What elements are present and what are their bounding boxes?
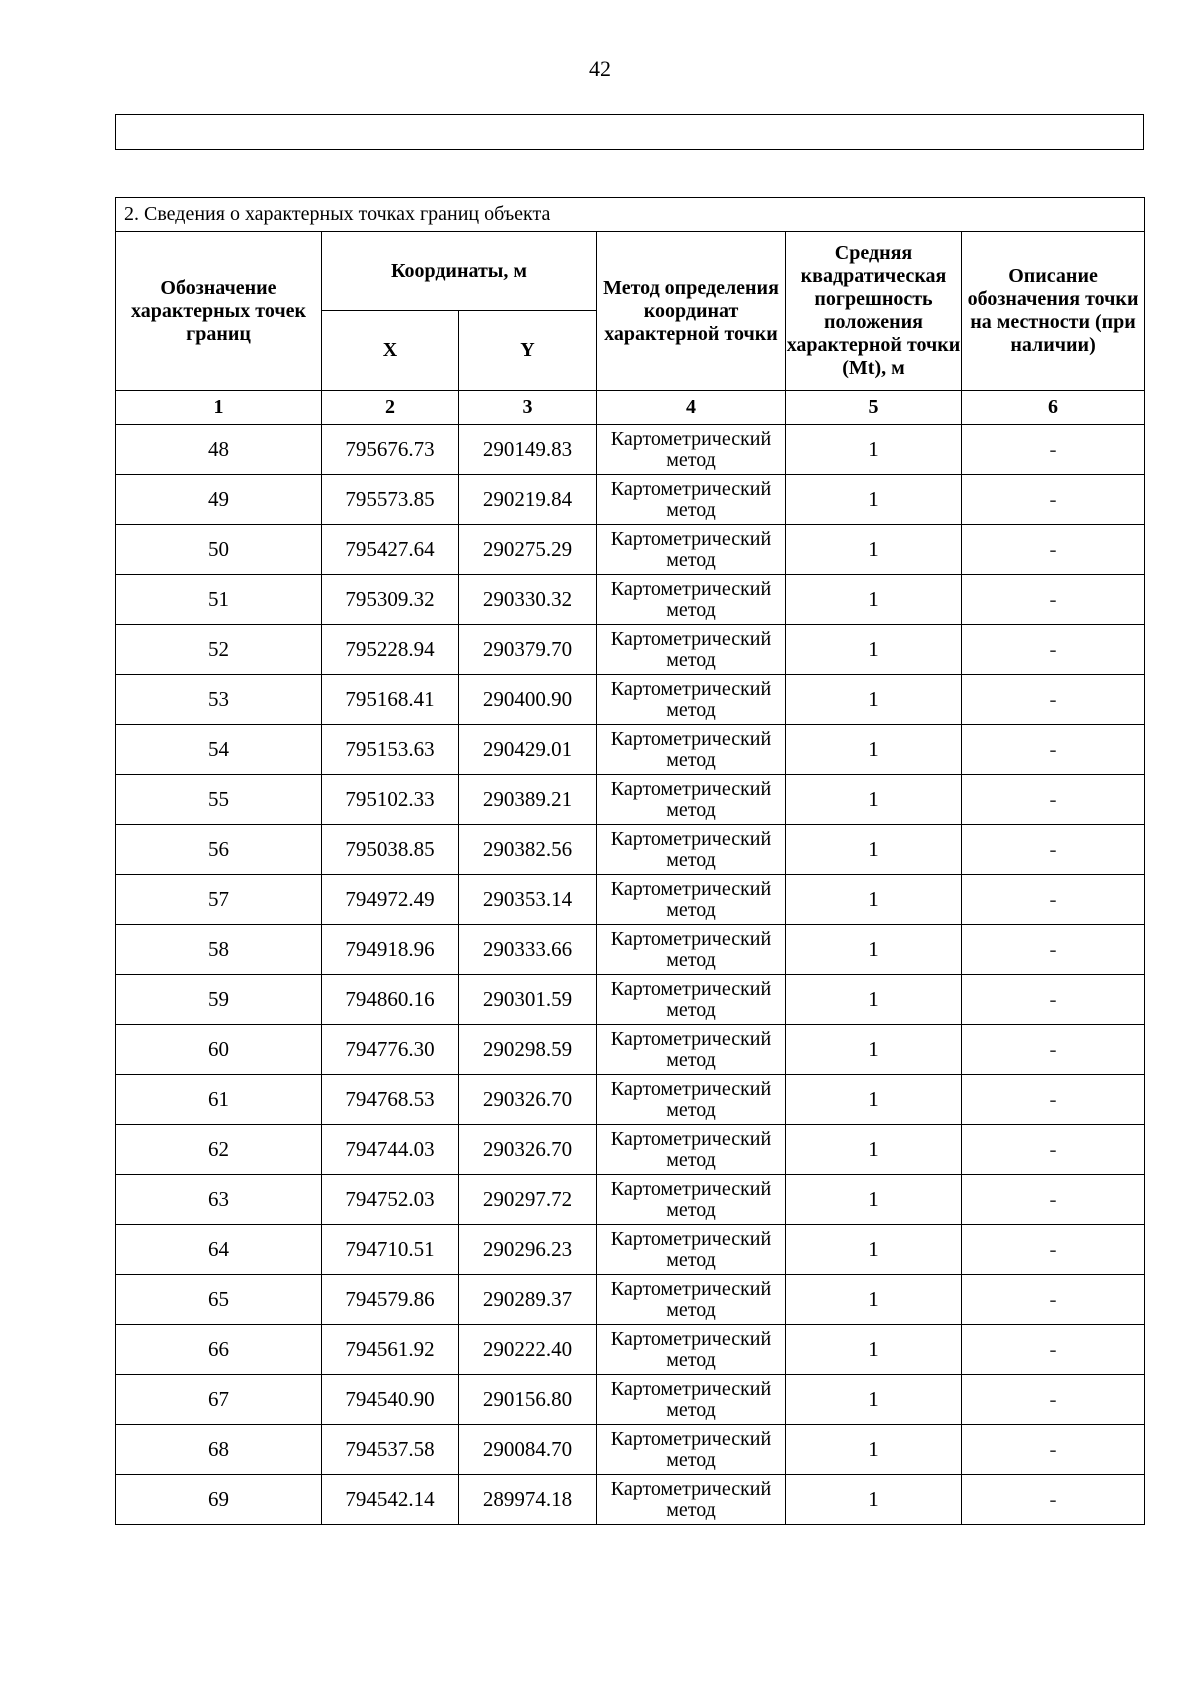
cell-point-description: - bbox=[962, 1075, 1145, 1125]
cell-method: Картометрический метод bbox=[597, 1425, 786, 1475]
cell-method: Картометрический метод bbox=[597, 525, 786, 575]
cell-coord-x: 794710.51 bbox=[322, 1225, 459, 1275]
cell-coord-y: 290301.59 bbox=[459, 975, 597, 1025]
cell-coord-y: 289974.18 bbox=[459, 1475, 597, 1525]
cell-point-label: 53 bbox=[116, 675, 322, 725]
cell-coord-y: 290330.32 bbox=[459, 575, 597, 625]
cell-point-label: 67 bbox=[116, 1375, 322, 1425]
cell-mt-error: 1 bbox=[786, 425, 962, 475]
header-point: Обозначение характерных точек границ bbox=[116, 232, 322, 391]
cell-method: Картометрический метод bbox=[597, 575, 786, 625]
cell-mt-error: 1 bbox=[786, 1075, 962, 1125]
cell-mt-error: 1 bbox=[786, 675, 962, 725]
cell-point-description: - bbox=[962, 675, 1145, 725]
cell-coord-x: 794540.90 bbox=[322, 1375, 459, 1425]
cell-point-description: - bbox=[962, 725, 1145, 775]
cell-coord-y: 290429.01 bbox=[459, 725, 597, 775]
table-row bbox=[116, 625, 1145, 675]
cell-point-description: - bbox=[962, 475, 1145, 525]
cell-method: Картометрический метод bbox=[597, 1325, 786, 1375]
cell-point-label: 51 bbox=[116, 575, 322, 625]
cell-point-description: - bbox=[962, 1375, 1145, 1425]
cell-point-description: - bbox=[962, 975, 1145, 1025]
cell-point-label: 68 bbox=[116, 1425, 322, 1475]
table-row bbox=[116, 575, 1145, 625]
cell-coord-y: 290275.29 bbox=[459, 525, 597, 575]
header-x: X bbox=[322, 311, 459, 391]
cell-point-label: 56 bbox=[116, 825, 322, 875]
cell-point-description: - bbox=[962, 825, 1145, 875]
cell-method: Картометрический метод bbox=[597, 975, 786, 1025]
cell-coord-y: 290297.72 bbox=[459, 1175, 597, 1225]
table-row bbox=[116, 1025, 1145, 1075]
cell-method: Картометрический метод bbox=[597, 1375, 786, 1425]
table-row bbox=[116, 1475, 1145, 1525]
cell-point-label: 54 bbox=[116, 725, 322, 775]
cell-mt-error: 1 bbox=[786, 1225, 962, 1275]
table-row bbox=[116, 1425, 1145, 1475]
column-number: 3 bbox=[459, 391, 597, 425]
column-number: 4 bbox=[597, 391, 786, 425]
cell-coord-x: 795228.94 bbox=[322, 625, 459, 675]
cell-coord-x: 795153.63 bbox=[322, 725, 459, 775]
table-row bbox=[116, 825, 1145, 875]
cell-mt-error: 1 bbox=[786, 1125, 962, 1175]
page-number: 42 bbox=[589, 56, 611, 81]
cell-method: Картометрический метод bbox=[597, 1475, 786, 1525]
cell-point-description: - bbox=[962, 525, 1145, 575]
table-row bbox=[116, 525, 1145, 575]
boundary-points-table bbox=[115, 197, 1145, 1525]
table-row bbox=[116, 1175, 1145, 1225]
table-row bbox=[116, 875, 1145, 925]
column-number-row bbox=[116, 391, 1145, 425]
cell-coord-y: 290353.14 bbox=[459, 875, 597, 925]
cell-coord-x: 794776.30 bbox=[322, 1025, 459, 1075]
cell-coord-x: 794542.14 bbox=[322, 1475, 459, 1525]
cell-mt-error: 1 bbox=[786, 1375, 962, 1425]
cell-mt-error: 1 bbox=[786, 475, 962, 525]
table-row bbox=[116, 775, 1145, 825]
section-title-row bbox=[116, 198, 1145, 232]
cell-coord-y: 290326.70 bbox=[459, 1125, 597, 1175]
cell-method: Картометрический метод bbox=[597, 925, 786, 975]
cell-mt-error: 1 bbox=[786, 825, 962, 875]
cell-point-description: - bbox=[962, 775, 1145, 825]
cell-coord-y: 290333.66 bbox=[459, 925, 597, 975]
table-row bbox=[116, 975, 1145, 1025]
cell-point-description: - bbox=[962, 1275, 1145, 1325]
section-title: 2. Сведения о характерных точках границ объекта bbox=[116, 198, 1145, 232]
cell-coord-x: 794561.92 bbox=[322, 1325, 459, 1375]
cell-method: Картометрический метод bbox=[597, 1225, 786, 1275]
header-error: Средняя квадратическая погрешность положения характерной точки (Mt), м bbox=[786, 232, 962, 391]
cell-point-description: - bbox=[962, 925, 1145, 975]
cell-point-description: - bbox=[962, 1325, 1145, 1375]
table-row bbox=[116, 1275, 1145, 1325]
cell-mt-error: 1 bbox=[786, 1475, 962, 1525]
cell-coord-y: 290382.56 bbox=[459, 825, 597, 875]
cell-point-label: 57 bbox=[116, 875, 322, 925]
cell-method: Картометрический метод bbox=[597, 1275, 786, 1325]
table-row bbox=[116, 675, 1145, 725]
cell-coord-x: 795573.85 bbox=[322, 475, 459, 525]
cell-mt-error: 1 bbox=[786, 875, 962, 925]
cell-mt-error: 1 bbox=[786, 1025, 962, 1075]
cell-coord-x: 795427.64 bbox=[322, 525, 459, 575]
cell-coord-x: 795168.41 bbox=[322, 675, 459, 725]
cell-point-description: - bbox=[962, 425, 1145, 475]
header-y: Y bbox=[459, 311, 597, 391]
cell-point-description: - bbox=[962, 1025, 1145, 1075]
cell-coord-y: 290084.70 bbox=[459, 1425, 597, 1475]
cell-coord-y: 290149.83 bbox=[459, 425, 597, 475]
table-row bbox=[116, 1075, 1145, 1125]
cell-coord-x: 794579.86 bbox=[322, 1275, 459, 1325]
cell-method: Картометрический метод bbox=[597, 775, 786, 825]
cell-mt-error: 1 bbox=[786, 725, 962, 775]
cell-method: Картометрический метод bbox=[597, 675, 786, 725]
cell-point-label: 61 bbox=[116, 1075, 322, 1125]
cell-coord-x: 794744.03 bbox=[322, 1125, 459, 1175]
cell-mt-error: 1 bbox=[786, 525, 962, 575]
cell-mt-error: 1 bbox=[786, 575, 962, 625]
cell-method: Картометрический метод bbox=[597, 425, 786, 475]
table-row bbox=[116, 475, 1145, 525]
column-number: 2 bbox=[322, 391, 459, 425]
cell-point-description: - bbox=[962, 1225, 1145, 1275]
cell-point-description: - bbox=[962, 1425, 1145, 1475]
empty-header-box bbox=[115, 114, 1144, 150]
cell-mt-error: 1 bbox=[786, 1175, 962, 1225]
cell-point-label: 58 bbox=[116, 925, 322, 975]
cell-point-label: 59 bbox=[116, 975, 322, 1025]
cell-coord-y: 290389.21 bbox=[459, 775, 597, 825]
table-row bbox=[116, 925, 1145, 975]
cell-point-description: - bbox=[962, 1175, 1145, 1225]
cell-coord-y: 290156.80 bbox=[459, 1375, 597, 1425]
cell-coord-x: 794537.58 bbox=[322, 1425, 459, 1475]
column-number: 5 bbox=[786, 391, 962, 425]
table-row bbox=[116, 1325, 1145, 1375]
cell-point-label: 48 bbox=[116, 425, 322, 475]
column-number: 1 bbox=[116, 391, 322, 425]
cell-point-label: 60 bbox=[116, 1025, 322, 1075]
cell-point-description: - bbox=[962, 1475, 1145, 1525]
table-row bbox=[116, 725, 1145, 775]
cell-method: Картометрический метод bbox=[597, 875, 786, 925]
cell-coord-x: 794972.49 bbox=[322, 875, 459, 925]
header-method: Метод определения координат характерной точки bbox=[597, 232, 786, 391]
cell-coord-x: 794860.16 bbox=[322, 975, 459, 1025]
cell-mt-error: 1 bbox=[786, 975, 962, 1025]
cell-method: Картометрический метод bbox=[597, 825, 786, 875]
cell-point-label: 52 bbox=[116, 625, 322, 675]
cell-mt-error: 1 bbox=[786, 1425, 962, 1475]
cell-coord-x: 795676.73 bbox=[322, 425, 459, 475]
cell-method: Картометрический метод bbox=[597, 1175, 786, 1225]
cell-coord-x: 795102.33 bbox=[322, 775, 459, 825]
table-row bbox=[116, 1125, 1145, 1175]
cell-coord-x: 794918.96 bbox=[322, 925, 459, 975]
header-description: Описание обозначения точки на местности (при наличии) bbox=[962, 232, 1145, 391]
cell-point-label: 64 bbox=[116, 1225, 322, 1275]
cell-mt-error: 1 bbox=[786, 925, 962, 975]
cell-point-label: 65 bbox=[116, 1275, 322, 1325]
cell-point-description: - bbox=[962, 625, 1145, 675]
cell-method: Картометрический метод bbox=[597, 725, 786, 775]
column-number: 6 bbox=[962, 391, 1145, 425]
header-coords: Координаты, м bbox=[322, 232, 597, 311]
cell-method: Картометрический метод bbox=[597, 1075, 786, 1125]
cell-coord-y: 290222.40 bbox=[459, 1325, 597, 1375]
cell-point-description: - bbox=[962, 875, 1145, 925]
cell-point-label: 49 bbox=[116, 475, 322, 525]
cell-mt-error: 1 bbox=[786, 775, 962, 825]
cell-coord-x: 795038.85 bbox=[322, 825, 459, 875]
cell-point-description: - bbox=[962, 575, 1145, 625]
cell-coord-y: 290400.90 bbox=[459, 675, 597, 725]
table-row bbox=[116, 1375, 1145, 1425]
cell-coord-x: 795309.32 bbox=[322, 575, 459, 625]
cell-point-label: 50 bbox=[116, 525, 322, 575]
cell-coord-y: 290289.37 bbox=[459, 1275, 597, 1325]
cell-point-label: 63 bbox=[116, 1175, 322, 1225]
cell-point-label: 66 bbox=[116, 1325, 322, 1375]
cell-point-label: 69 bbox=[116, 1475, 322, 1525]
table-row bbox=[116, 1225, 1145, 1275]
cell-mt-error: 1 bbox=[786, 1275, 962, 1325]
cell-method: Картометрический метод bbox=[597, 1025, 786, 1075]
cell-point-label: 55 bbox=[116, 775, 322, 825]
cell-method: Картометрический метод bbox=[597, 625, 786, 675]
cell-mt-error: 1 bbox=[786, 1325, 962, 1375]
cell-point-label: 62 bbox=[116, 1125, 322, 1175]
cell-method: Картометрический метод bbox=[597, 475, 786, 525]
cell-mt-error: 1 bbox=[786, 625, 962, 675]
cell-coord-y: 290379.70 bbox=[459, 625, 597, 675]
cell-coord-y: 290296.23 bbox=[459, 1225, 597, 1275]
cell-point-description: - bbox=[962, 1125, 1145, 1175]
cell-coord-y: 290219.84 bbox=[459, 475, 597, 525]
cell-coord-x: 794768.53 bbox=[322, 1075, 459, 1125]
cell-coord-x: 794752.03 bbox=[322, 1175, 459, 1225]
header-row bbox=[116, 232, 1145, 311]
table-row bbox=[116, 425, 1145, 475]
cell-coord-y: 290326.70 bbox=[459, 1075, 597, 1125]
cell-coord-y: 290298.59 bbox=[459, 1025, 597, 1075]
cell-method: Картометрический метод bbox=[597, 1125, 786, 1175]
